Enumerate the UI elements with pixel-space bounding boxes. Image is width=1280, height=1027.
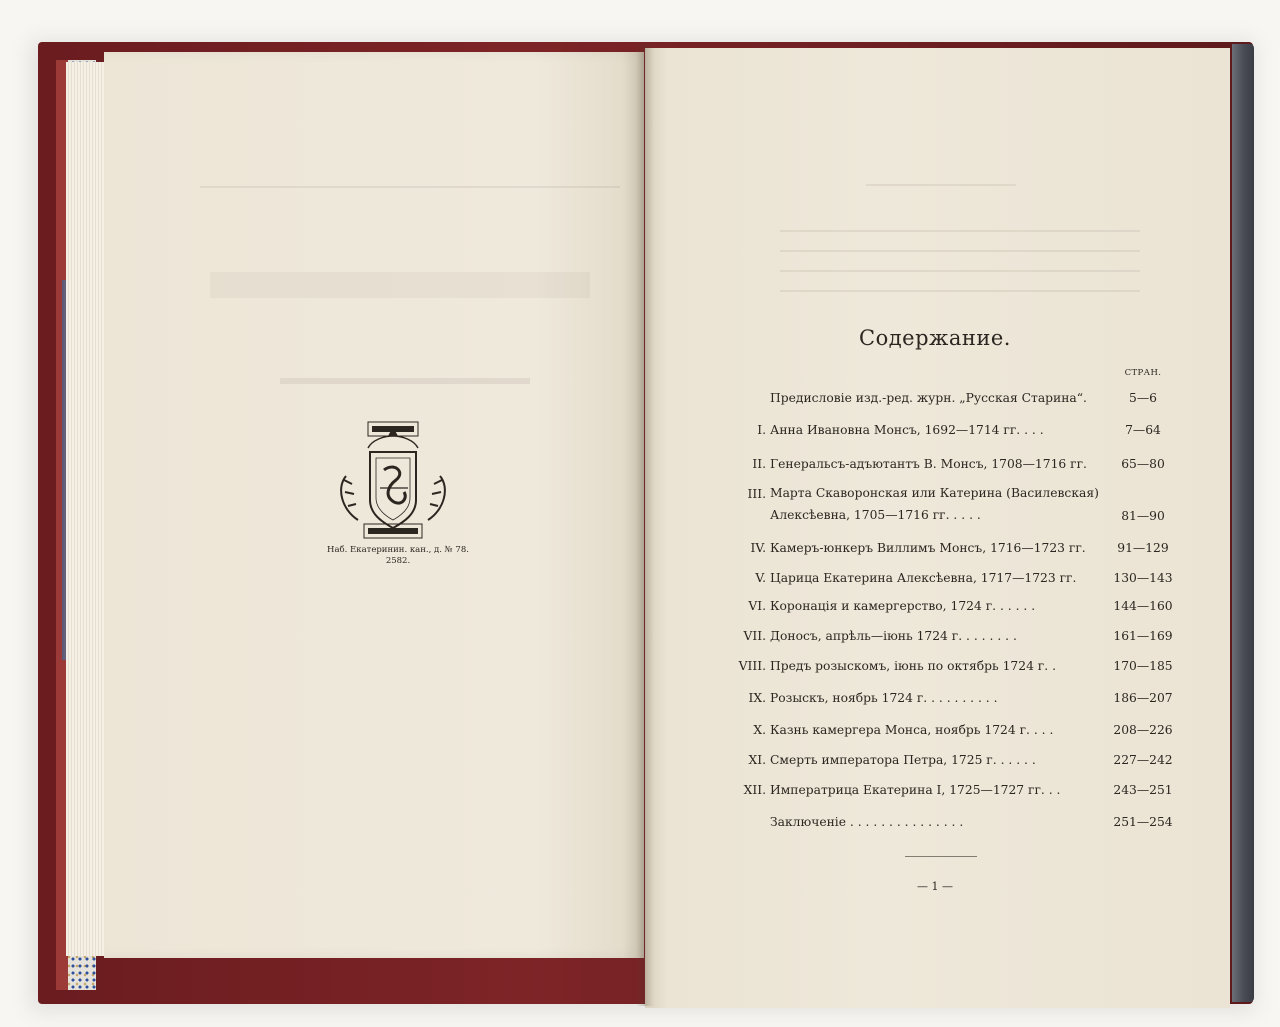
toc-title: Содержание.: [859, 326, 1011, 350]
toc-entry: [700, 686, 1180, 710]
toc-entry-title: Доносъ, апрѣль—іюнь 1724 г. . . . . . . .: [770, 629, 1017, 643]
toc-entry-title: Царица Екатерина Алексѣевна, 1717—1723 гг.: [770, 571, 1077, 585]
imprint-address: Наб. Екатеринин. кан., д. № 78.: [327, 545, 469, 555]
page-edges: [66, 62, 106, 956]
toc-entry-title: Анна Ивановна Монсъ, 1692—1714 гг. . . .: [770, 423, 1044, 437]
show-through-right-line: [780, 290, 1140, 292]
toc-entry: [700, 624, 1180, 648]
toc-entry-title: Розыскъ, ноябрь 1724 г. . . . . . . . . .: [770, 691, 998, 705]
toc-entry-pages: 5—6: [1129, 391, 1157, 405]
toc-entry-number: XI.: [748, 753, 766, 767]
toc-entry-number: VI.: [748, 599, 766, 613]
toc-entry-pages: 161—169: [1113, 629, 1173, 643]
toc-entry: [700, 418, 1180, 442]
toc-entry: [700, 536, 1180, 560]
toc-entry-number: II.: [752, 457, 766, 471]
toc-entry: [700, 452, 1180, 476]
toc-entry-number: IX.: [748, 691, 766, 705]
imprint-number: 2582.: [385, 556, 411, 566]
toc-entry-title: Камеръ-юнкеръ Виллимъ Монсъ, 1716—1723 гг.: [770, 541, 1086, 555]
show-through-header: [200, 186, 620, 188]
toc-entry-pages: 7—64: [1125, 423, 1161, 437]
show-through-right-line: [780, 270, 1140, 272]
section-rule: [905, 856, 977, 857]
toc-entry: [700, 748, 1180, 772]
toc-entry-title: Заключеніе . . . . . . . . . . . . . . .: [770, 815, 964, 829]
toc-entry-number: III.: [747, 487, 766, 501]
toc-entry-pages: 251—254: [1113, 815, 1173, 829]
page-number: — 1 —: [917, 880, 953, 893]
toc-entry-pages: 91—129: [1117, 541, 1169, 555]
toc-entry-title: Предъ розыскомъ, іюнь по октябрь 1724 г. .: [770, 659, 1056, 673]
toc-entry-pages: 243—251: [1113, 783, 1173, 797]
toc-entry: [700, 810, 1180, 834]
toc-entry-title: Предисловіе изд.-ред. журн. „Русская Старина“.: [770, 391, 1087, 405]
printer-emblem-seal: [328, 418, 458, 546]
right-page: [645, 48, 1230, 1008]
toc-column-header: СТРАН.: [1124, 368, 1162, 378]
toc-entry-number: XII.: [743, 783, 766, 797]
printer-imprint: [298, 545, 498, 567]
toc-entry-title: Казнь камергера Монса, ноябрь 1724 г. . . .: [770, 723, 1054, 737]
toc-entry-pages: 186—207: [1113, 691, 1173, 705]
cover-edge-right: [1232, 44, 1254, 1002]
show-through-right-header: [866, 184, 1016, 186]
toc-entry-number: X.: [753, 723, 766, 737]
toc-entry-title: Смерть императора Петра, 1725 г. . . . . .: [770, 753, 1036, 767]
toc-entry-pages: 170—185: [1113, 659, 1173, 673]
toc-entry: [700, 482, 1180, 528]
toc-entry: [700, 654, 1180, 678]
book-gutter: [636, 44, 654, 1006]
show-through-title: [210, 272, 590, 298]
show-through-right-line: [780, 250, 1140, 252]
toc-entry-number: I.: [757, 423, 766, 437]
toc-entry: [700, 594, 1180, 618]
toc-entry-pages: 227—242: [1113, 753, 1173, 767]
toc-entry-title: Коронація и камергерство, 1724 г. . . . . .: [770, 599, 1036, 613]
show-through-subtitle: [280, 378, 530, 384]
toc-entry: [700, 566, 1180, 590]
toc-entry-pages: 208—226: [1113, 723, 1173, 737]
toc-entry-number: VII.: [743, 629, 766, 643]
toc-entry-title: Императрица Екатерина I, 1725—1727 гг. . .: [770, 783, 1061, 797]
show-through-right-line: [780, 230, 1140, 232]
toc-entry: [700, 718, 1180, 742]
toc-entry-pages: 65—80: [1121, 457, 1165, 471]
toc-entry-number: IV.: [750, 541, 766, 555]
toc-entry-title: Генеральсъ-адъютантъ В. Монсъ, 1708—1716 гг.: [770, 457, 1087, 471]
toc-entry-number: VIII.: [738, 659, 766, 673]
toc-entry-pages: 81—90: [1121, 509, 1165, 523]
toc-entry-number: V.: [755, 571, 766, 585]
toc-entry: [700, 778, 1180, 802]
toc-entry-pages: 130—143: [1113, 571, 1173, 585]
toc-entry: [700, 386, 1180, 410]
toc-entry-title: Марта Скаворонская или Катерина (Василевская) Алексѣевна, 1705—1716 гг. . . . .: [770, 486, 1099, 522]
toc-entry-pages: 144—160: [1113, 599, 1173, 613]
printer-emblem: [328, 418, 458, 546]
